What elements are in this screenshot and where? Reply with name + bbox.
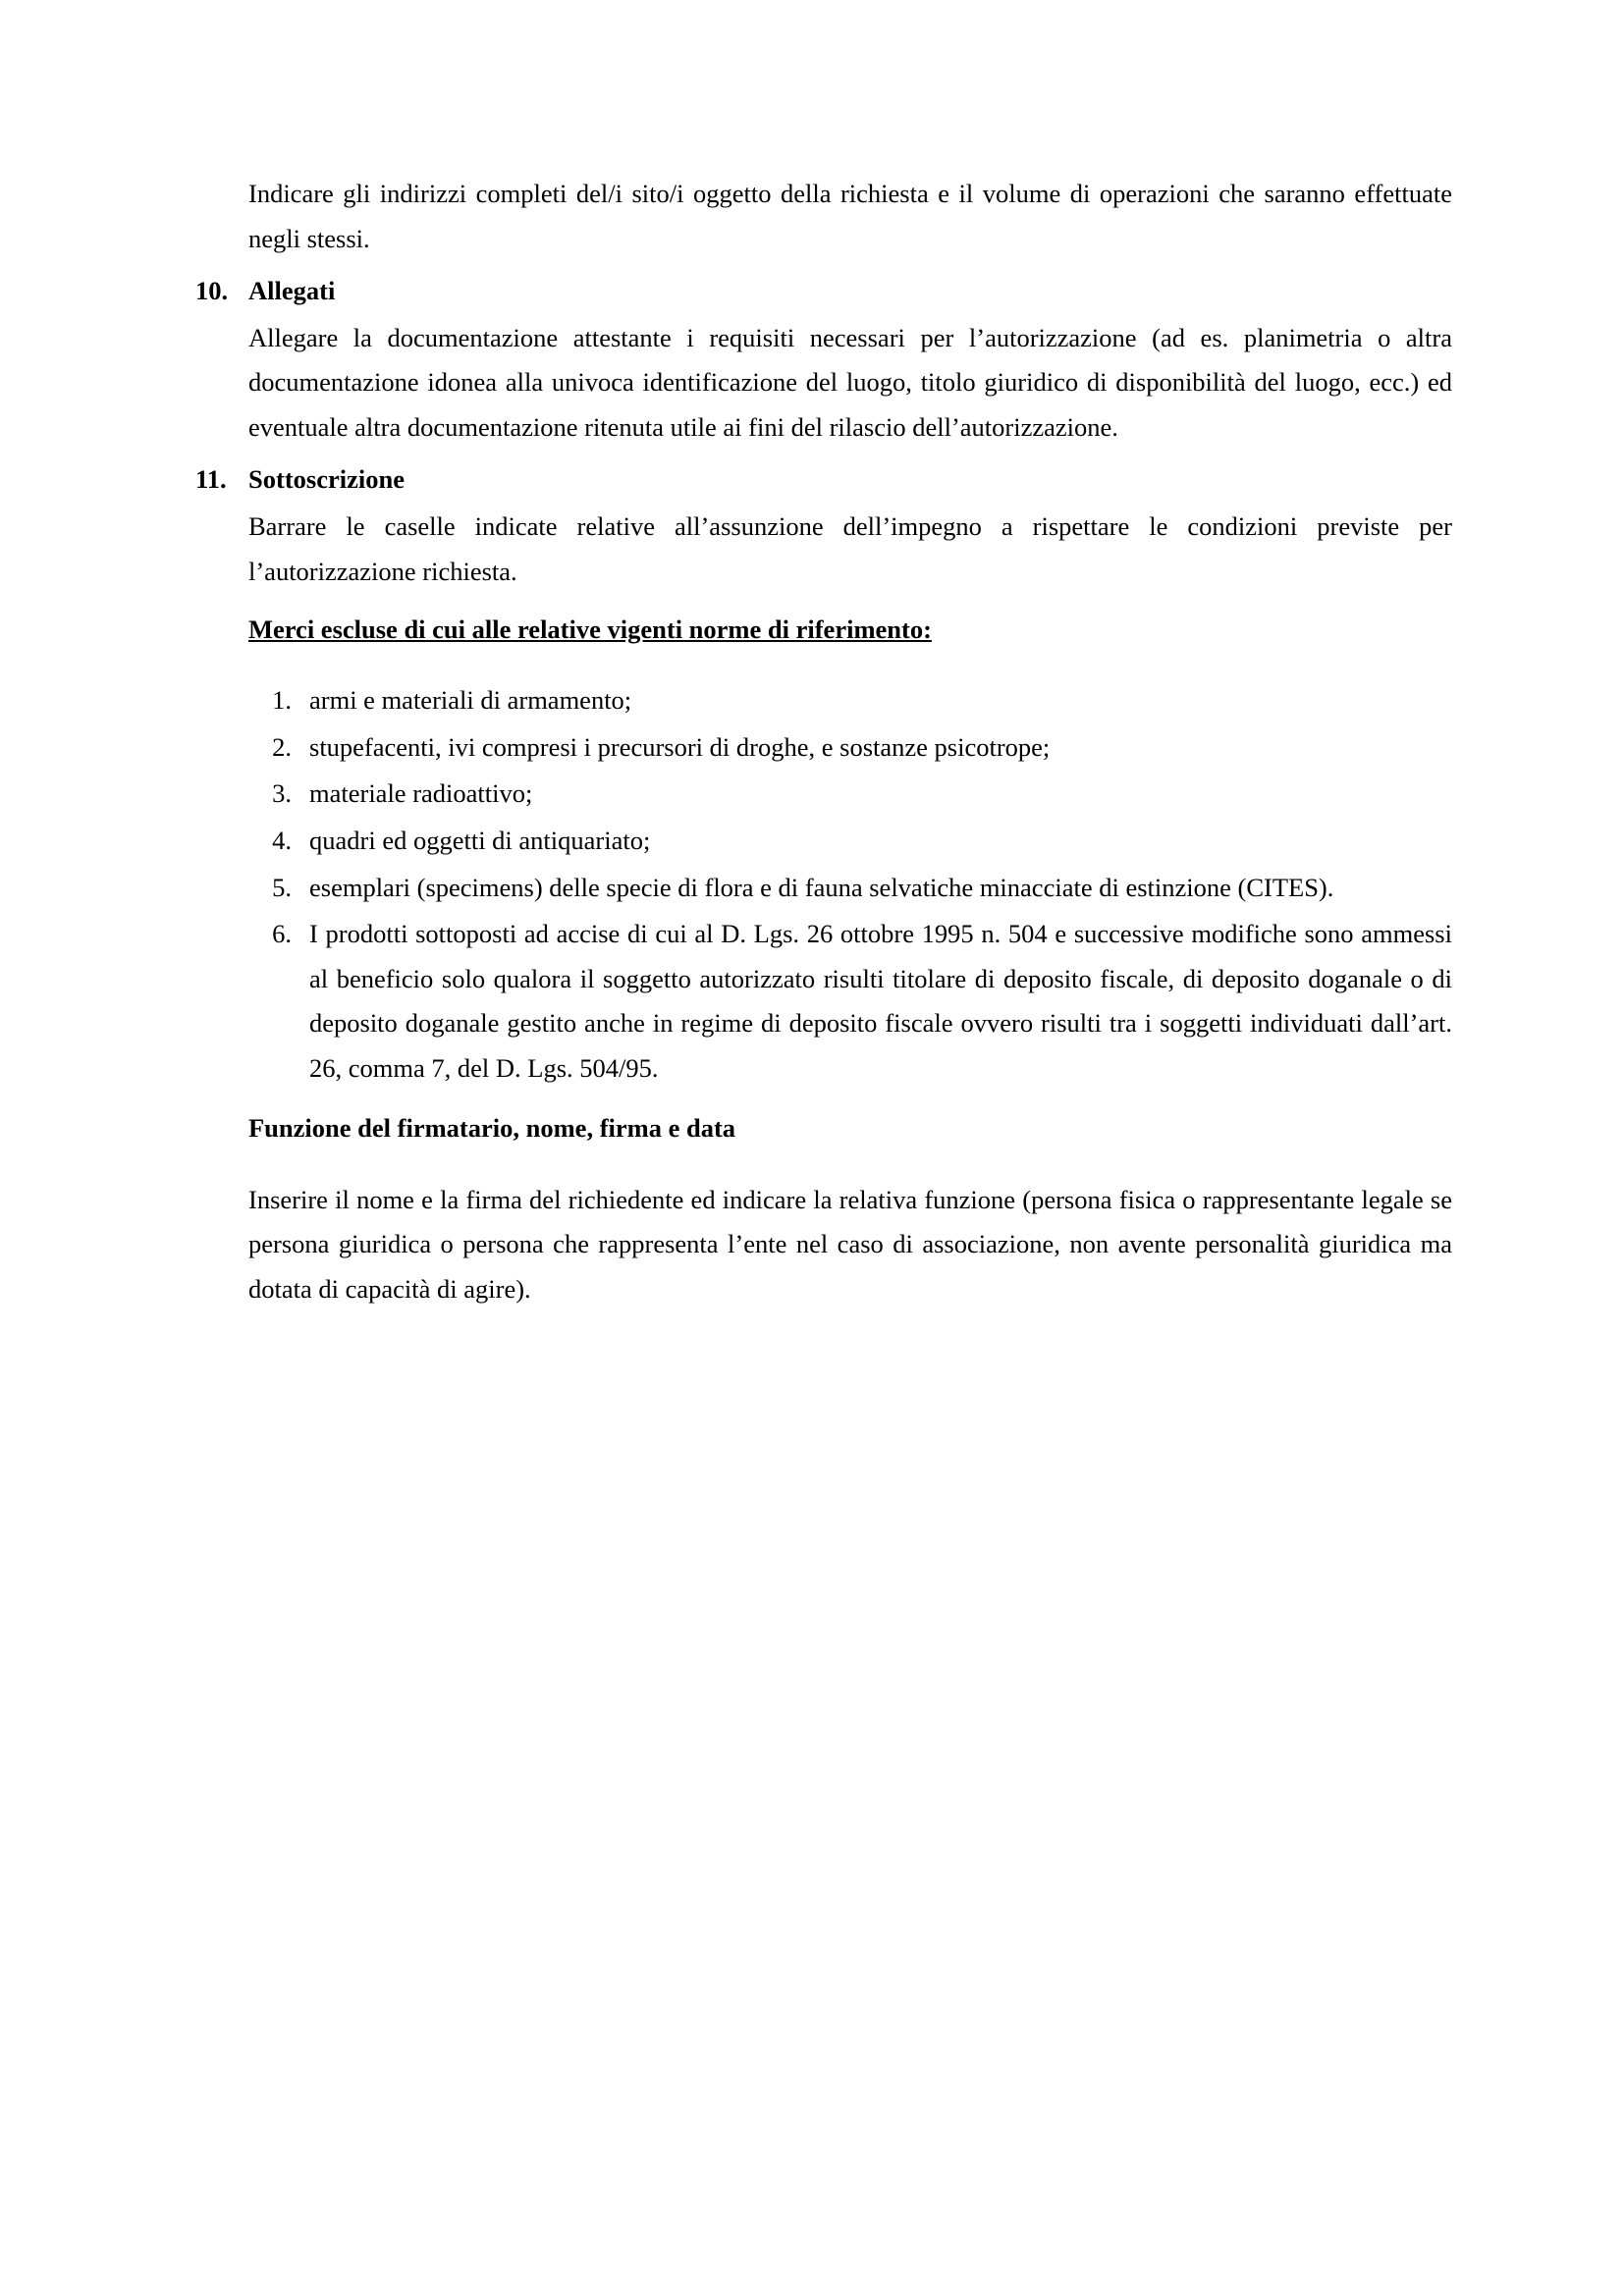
section-sottoscrizione-number: 11. <box>195 464 227 495</box>
list-item-text: esemplari (specimens) delle specie di flora e di fauna selvatiche minacciate di estinzione (CITES). <box>309 872 1334 902</box>
list-item-text: quadri ed oggetti di antiquariato; <box>309 826 651 856</box>
section-allegati-heading: Allegati <box>248 276 336 306</box>
funzione-firmatario-text: Inserire il nome e la firma del richiedente ed indicare la relativa funzione (persona fisica o rappresentante legale se persona giuridica o persona che rappresenta l’ente nel caso di associazione, non avente personalità giuridica ma dotata di capacità di agire). <box>248 1184 1452 1304</box>
list-item-text: stupefacenti, ivi compresi i precursori di droghe, e sostanze psicotrope; <box>309 731 1051 762</box>
merci-escluse-list <box>248 678 1452 1091</box>
list-item <box>248 819 1452 864</box>
merci-escluse-heading: Merci escluse di cui alle relative vigenti norme di riferimento: <box>248 614 932 645</box>
section-sottoscrizione <box>172 457 1452 1311</box>
list-item-number: 5. <box>272 872 292 902</box>
list-item <box>248 912 1452 1091</box>
section-allegati-number: 10. <box>195 276 229 306</box>
section-allegati <box>172 269 1452 450</box>
section-allegati-text: Allegare la documentazione attestante i requisiti necessari per l’autorizzazione (ad es. planimetria o altra documentazione idonea alla univoca identificazione del luogo, titolo giuridico di disponibilità del luogo, ecc.) ed eventuale altra documentazione ritenuta utile ai fini del rilascio dell’autorizzazione. <box>248 322 1452 442</box>
list-item-number: 2. <box>272 731 292 762</box>
list-item <box>248 866 1452 911</box>
funzione-firmatario-heading: Funzione del firmatario, nome, firma e data <box>248 1113 736 1144</box>
list-item <box>248 772 1452 817</box>
list-item-number: 6. <box>272 919 292 949</box>
section-sottoscrizione-heading: Sottoscrizione <box>248 464 405 495</box>
list-item-text: materiale radioattivo; <box>309 778 533 809</box>
document-body <box>172 172 1452 1311</box>
section-sottoscrizione-text: Barrare le caselle indicate relative all’assunzione dell’impegno a rispettare le condizioni previste per l’autorizzazione richiesta. <box>248 511 1452 586</box>
intro-paragraph: Indicare gli indirizzi completi del/i sito/i oggetto della richiesta e il volume di operazioni che saranno effettuate negli stessi. <box>248 179 1452 253</box>
list-item <box>248 678 1452 723</box>
list-item-text: I prodotti sottoposti ad accise di cui al D. Lgs. 26 ottobre 1995 n. 504 e successive modifiche sono ammessi al beneficio solo qualora il soggetto autorizzato risulti titolare di deposito fiscale, di deposito doganale o di deposito doganale gestito anche in regime di deposito fiscale ovvero risulti tra i soggetti individuati dall’art. 26, comma 7, del D. Lgs. 504/95. <box>309 919 1452 1083</box>
list-item-number: 1. <box>272 685 292 716</box>
list-item <box>248 725 1452 771</box>
list-item-text: armi e materiali di armamento; <box>309 685 632 716</box>
list-item-number: 3. <box>272 778 292 809</box>
list-item-number: 4. <box>272 826 292 856</box>
